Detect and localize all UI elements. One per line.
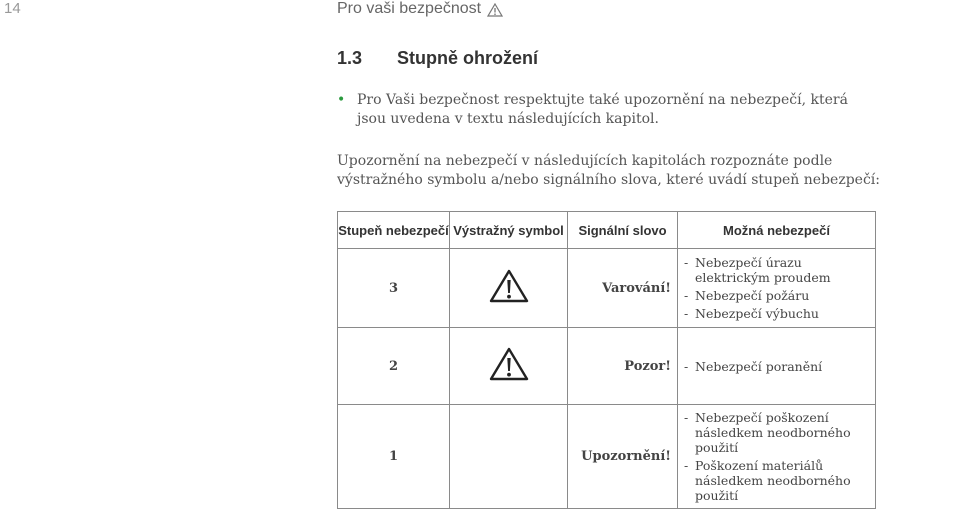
table-row <box>338 328 876 405</box>
row-level: 2 <box>338 328 450 405</box>
header-signal: Signální slovo <box>568 212 678 249</box>
hazard-item: - Nebezpečí poškození následkem neodborného použití <box>684 410 851 455</box>
header-title: Pro vaši bezpečnost <box>337 0 482 17</box>
row-signal-word: Upozornění! <box>568 405 678 509</box>
warning-triangle-icon <box>489 269 529 303</box>
table-header-row <box>338 212 876 249</box>
row-signal-word: Pozor! <box>568 328 678 405</box>
bullet-dot-icon: • <box>337 92 346 108</box>
hazard-item: - Nebezpečí požáru <box>684 288 810 303</box>
row-symbol <box>450 328 568 405</box>
page-header <box>337 0 503 18</box>
warning-icon <box>487 3 503 17</box>
row-signal-word: Varování! <box>568 249 678 328</box>
row-symbol <box>450 249 568 328</box>
page-number: 14 <box>4 0 21 17</box>
row-level: 1 <box>338 405 450 509</box>
row-symbol <box>450 405 568 509</box>
table-row <box>338 405 876 509</box>
header-level: Stupeň nebezpečí <box>338 212 450 249</box>
header-symbol: Výstražný symbol <box>450 212 568 249</box>
section-number: 1.3 <box>337 48 363 68</box>
intro-paragraph: Upozornění na nebezpečí v následujících kapitolách rozpoznáte podle výstražného symbolu a/nebo signálního slova, které uvádí stupeň nebezpečí: <box>337 153 880 188</box>
section-heading <box>337 48 538 69</box>
section-title: Stupně ohrožení <box>397 48 538 68</box>
hazard-level-table <box>337 211 876 509</box>
row-hazards <box>678 405 876 509</box>
hazard-item: - Nebezpečí poranění <box>684 358 823 374</box>
table-row <box>338 249 876 328</box>
header-hazards: Možná nebezpečí <box>678 212 876 249</box>
bullet-item <box>337 91 877 129</box>
hazard-item: - Nebezpečí výbuchu <box>684 306 819 321</box>
row-hazards <box>678 328 876 405</box>
hazard-item: - Nebezpečí úrazu elektrickým proudem <box>684 255 831 285</box>
hazard-item: - Poškození materiálů následkem neodborného použití <box>684 458 851 503</box>
row-hazards <box>678 249 876 328</box>
warning-triangle-icon <box>489 347 529 381</box>
row-level: 3 <box>338 249 450 328</box>
bullet-text: Pro Vaši bezpečnost respektujte také upozornění na nebezpečí, která jsou uvedena v textu následujících kapitol. <box>357 92 848 127</box>
